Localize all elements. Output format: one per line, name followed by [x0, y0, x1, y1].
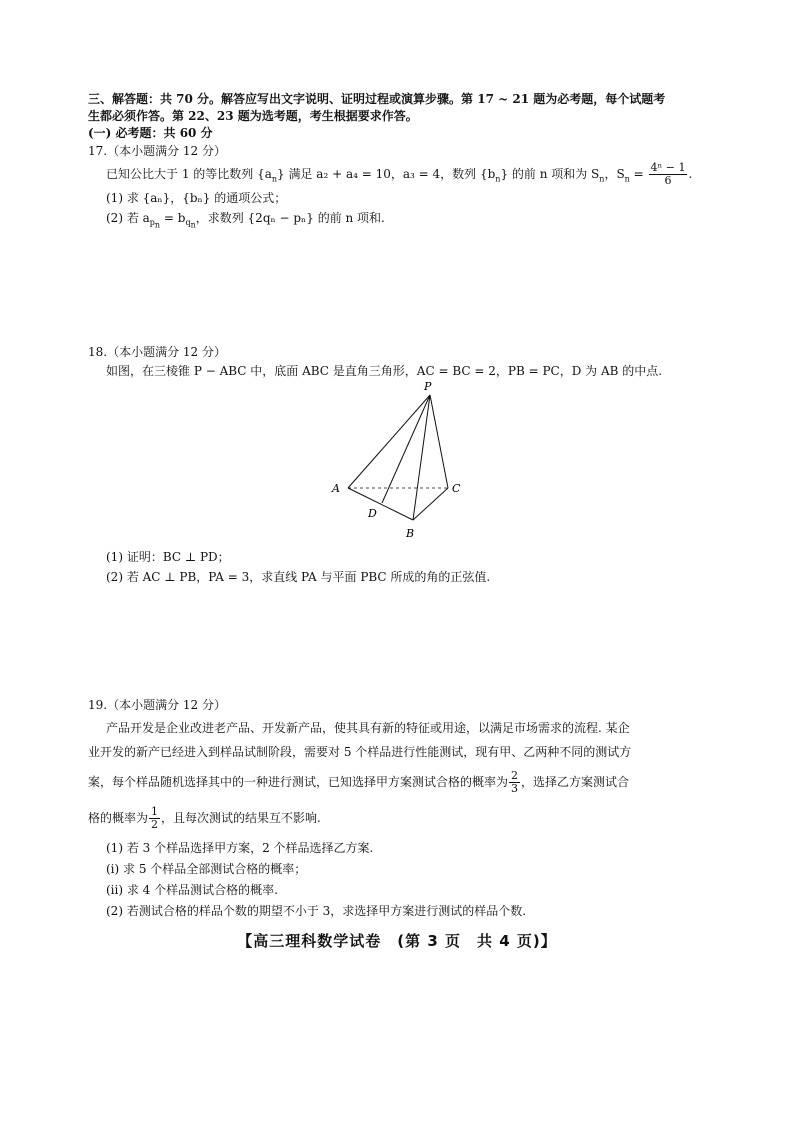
q19-line1: 产品开发是企业改进老产品、开发新产品，使其具有新的特征或用途，以满足市场需求的流程. 某企: [106, 721, 630, 735]
label-D: D: [368, 507, 377, 520]
q18-title: 18.（本小题满分 12 分）: [88, 345, 226, 359]
required-heading: (一) 必考题：共 60 分: [88, 126, 213, 140]
q17-title: 17.（本小题满分 12 分）: [88, 144, 226, 158]
q19-line3: 案，每个样品随机选择其中的一种进行测试，已知选择甲方案测试合格的概率为 $\frac{2}{3}$ ，选择乙方案测试合: [88, 769, 630, 795]
edge-PC: [430, 395, 448, 488]
label-A: A: [332, 482, 340, 495]
q19-fraction-yi: $\frac{1}{2}$: [151, 805, 159, 831]
q19-line4: 格的概率为 $\frac{1}{2}$ ，且每次测试的结果互不影响.: [88, 805, 321, 831]
pyramid-diagram: [320, 375, 480, 545]
q19-part1-ii: (ii) 求 4 个样品测试合格的概率.: [106, 883, 278, 897]
q19-fraction-jia: $\frac{2}{3}$: [511, 769, 519, 795]
label-C: C: [452, 482, 461, 495]
section-heading-line2: 生都必须作答。第 22、23 题为选考题，考生根据要求作答。: [88, 109, 418, 123]
q18-part2: (2) 若 AC ⊥ PB，PA = 3，求直线 PA 与平面 PBC 所成的角的正弦值.: [106, 570, 491, 584]
page-footer: 【高三理科数学试卷 (第 3 页 共 4 页)】: [237, 932, 557, 950]
q19-line2: 业开发的新产已经进入到样品试制阶段，需要对 5 个样品进行性能测试，现有甲、乙两种不同的测试方: [88, 745, 632, 759]
label-P: P: [424, 380, 432, 393]
q19-part1: (1) 若 3 个样品选择甲方案，2 个样品选择乙方案.: [106, 841, 374, 855]
q17-part2: (2) 若 $a_{p_n} = b_{q_n}$，求数列 {2qₙ − pₙ} 的前 n 项和.: [106, 211, 385, 230]
edge-BC: [413, 488, 448, 520]
q18-stem: 如图，在三棱锥 P − ABC 中，底面 ABC 是直角三角形，AC = BC = 2，PB = PC，D 为 AB 的中点.: [106, 364, 663, 378]
q17-stem: 已知公比大于 1 的等比数列 $\{a_n\}$ 满足 a₂ + a₄ = 10，a₃ = 4，数列 $\{b_n\}$ 的前 n 项和为 $S_n$，$S_n$ = $\frac{\text{4ⁿ − 1}}{6}$ .: [106, 161, 693, 187]
q18-part1: (1) 证明：BC ⊥ PD；: [106, 550, 230, 564]
q17-part1: (1) 求 {aₙ}，{bₙ} 的通项公式；: [106, 191, 287, 205]
edge-AB: [348, 488, 413, 520]
q19-part2: (2) 若测试合格的样品个数的期望不小于 3，求选择甲方案进行测试的样品个数.: [106, 904, 527, 918]
edge-PA: [348, 395, 430, 488]
section-heading-line1: 三、解答题：共 70 分。解答应写出文字说明、证明过程或演算步骤。第 17 ~ 21 题为必考题，每个试题考: [88, 92, 666, 106]
label-B: B: [406, 527, 415, 540]
q19-title: 19.（本小题满分 12 分）: [88, 698, 226, 712]
q19-part1-i: (i) 求 5 个样品全部测试合格的概率；: [106, 862, 307, 876]
q17-fraction: $\frac{\text{4ⁿ − 1}}{6}$: [650, 161, 686, 187]
